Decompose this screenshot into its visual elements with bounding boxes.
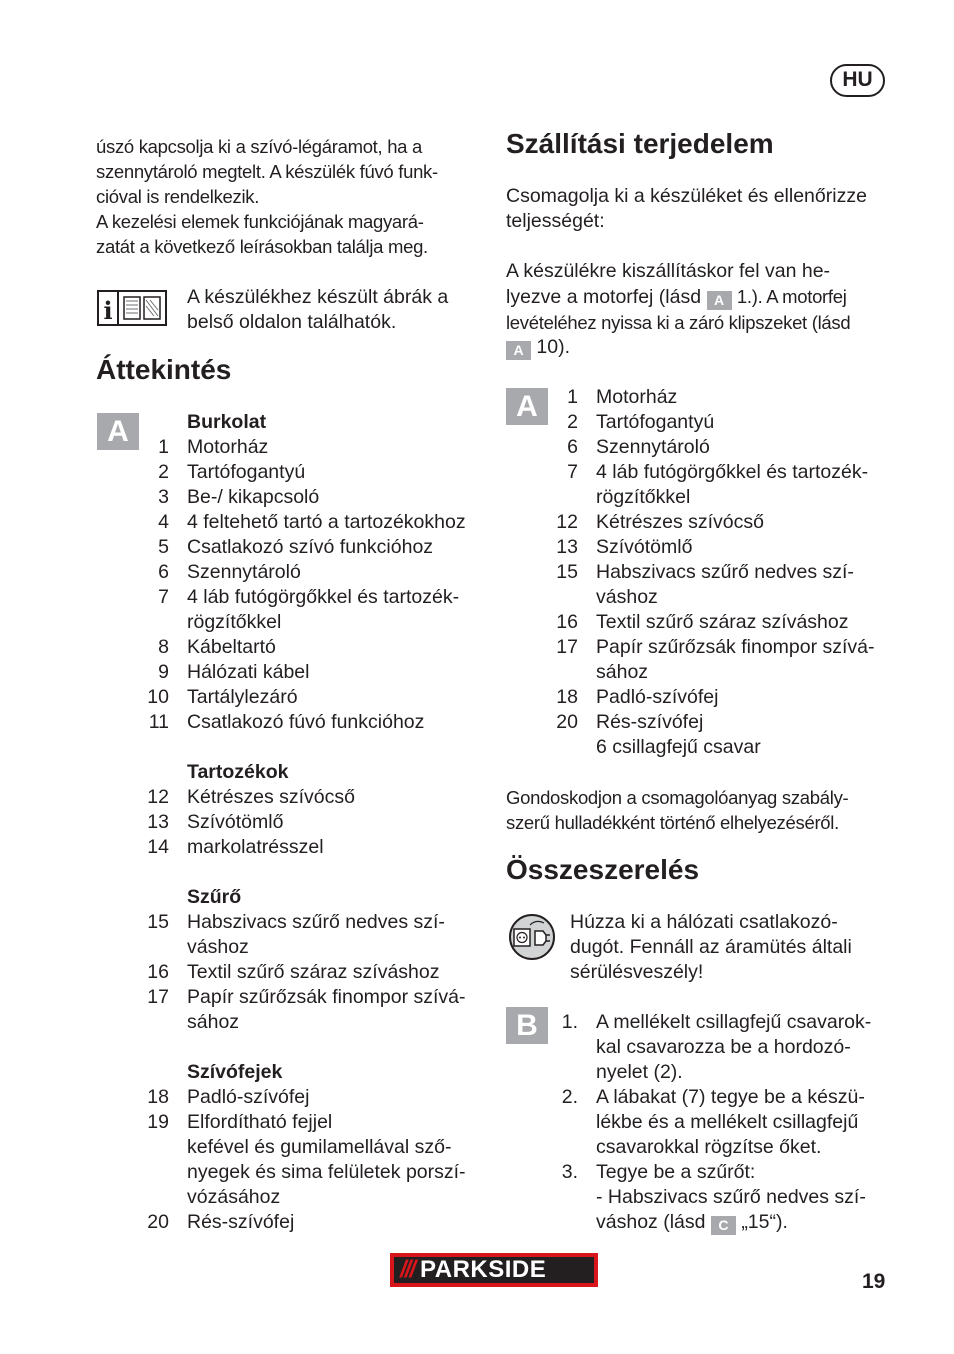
item-number: 4 — [158, 511, 169, 533]
item-text-line: markolatrésszel — [187, 836, 324, 858]
item-text-line: kefével és gumilamellával sző- — [187, 1136, 452, 1158]
item-number: 7 — [567, 461, 578, 483]
assembly-steps — [542, 1010, 902, 1235]
item-number: 17 — [556, 636, 578, 658]
intro-line: A kezelési elemek funkciójának magyará- — [96, 211, 424, 232]
group-title: Burkolat — [187, 411, 267, 433]
figure-a-badge: A — [506, 388, 548, 425]
item-text-line: Papír szűrőzsák finompor szívá- — [596, 636, 875, 658]
figure-b-badge: B — [506, 1007, 548, 1044]
item-text — [596, 1160, 866, 1235]
item-text — [187, 585, 459, 635]
item-text — [187, 510, 466, 535]
overview-item — [133, 985, 493, 1035]
intro-line: zatát a következő leírásokban találja meg. — [96, 236, 428, 257]
scope-item — [542, 710, 902, 760]
item-text-line: Tartófogantyú — [596, 411, 715, 433]
item-text — [187, 685, 298, 710]
figure-a-ref-badge: A — [707, 291, 732, 310]
scope-note-line: A készülékre kiszállításkor fel van he- — [506, 260, 831, 282]
item-number: 1. — [561, 1011, 578, 1033]
item-text-line: Csatlakozó szívó funkcióhoz — [187, 536, 434, 558]
overview-item — [133, 460, 493, 485]
disposal-line: Gondoskodjon a csomagolóanyag szabály- — [506, 787, 849, 808]
item-text-line: 6 csillagfejű csavar — [596, 736, 761, 758]
overview-item — [133, 685, 493, 710]
scope-note-line: levételéhez nyissa ki a záró klipszeket (lásd — [506, 312, 851, 333]
overview-item — [133, 710, 493, 735]
overview-item — [133, 1210, 493, 1235]
item-text — [187, 810, 283, 835]
overview-heading: Áttekintés — [96, 354, 232, 385]
intro-line: cióval is rendelkezik. — [96, 186, 260, 207]
item-text-line: Rés-szívófej — [187, 1211, 295, 1233]
item-text — [596, 385, 677, 410]
item-text-line: kal csavarozza be a hordozó- — [596, 1036, 851, 1058]
item-text-line: csavarokkal rögzítse őket. — [596, 1136, 822, 1158]
item-text — [187, 710, 424, 735]
item-text-line: 4 feltehető tartó a tartozékokhoz — [187, 511, 466, 533]
group-title: Tartozékok — [187, 761, 289, 783]
item-text-line: nyelet (2). — [596, 1061, 683, 1083]
item-text-line: Rés-szívófej — [596, 711, 704, 733]
overview-list — [133, 410, 493, 1235]
item-text-line: Be-/ kikapcsoló — [187, 486, 320, 508]
item-number: 16 — [147, 961, 169, 983]
item-number: 3 — [158, 486, 169, 508]
page-number: 19 — [862, 1270, 886, 1293]
item-number: 18 — [556, 686, 578, 708]
item-number: 1 — [567, 386, 578, 408]
item-text — [187, 660, 309, 685]
item-text-line: Tegye be a szűrőt: — [596, 1161, 756, 1183]
item-text-line: - Habszivacs szűrő nedves szí- — [596, 1186, 866, 1208]
item-text-line: 4 láb futógörgőkkel és tartozék- — [187, 586, 460, 608]
scope-list — [542, 385, 902, 760]
item-text — [187, 485, 319, 510]
item-text — [187, 435, 268, 460]
overview-item — [133, 1110, 493, 1210]
disposal-note — [506, 785, 906, 835]
overview-item — [133, 485, 493, 510]
assembly-heading: Összeszerelés — [506, 854, 700, 885]
item-text — [596, 535, 692, 560]
item-text — [596, 560, 854, 610]
item-text — [187, 1210, 294, 1235]
group-title: Szűrő — [187, 886, 242, 908]
item-text-line: 4 láb futógörgőkkel és tartozék- — [596, 461, 869, 483]
unplug-icon — [508, 913, 556, 961]
item-text — [596, 610, 849, 635]
group-title: Szívófejek — [187, 1061, 283, 1083]
item-number: 20 — [147, 1211, 169, 1233]
item-number: 19 — [147, 1111, 169, 1133]
item-text-line: Tartófogantyú — [187, 461, 306, 483]
item-number: 11 — [148, 711, 169, 733]
overview-item — [133, 560, 493, 585]
unplug-warning-line: Húzza ki a hálózati csatlakozó- — [570, 911, 838, 933]
item-text-line: Papír szűrőzsák finompor szívá- — [187, 986, 466, 1008]
item-number: 3. — [561, 1161, 578, 1183]
scope-item — [542, 435, 902, 460]
overview-item — [133, 435, 493, 460]
figure-a-badge: A — [97, 413, 139, 450]
item-text-line: A lábakat (7) tegye be a készü- — [596, 1086, 865, 1108]
item-number: 2 — [567, 411, 578, 433]
svg-text:i: i — [103, 296, 113, 325]
item-text-line: Kábeltartó — [187, 636, 276, 658]
scope-item — [542, 610, 902, 635]
intro-line: szennytároló megtelt. A készülék fúvó funk- — [96, 161, 438, 182]
item-number: 9 — [158, 661, 169, 683]
item-number: 12 — [147, 786, 169, 808]
scope-item — [542, 685, 902, 710]
item-text — [187, 835, 324, 860]
item-number: 13 — [556, 536, 578, 558]
scope-note-line: lyezve a motorfej (lásd A 1.). A motorfej — [506, 286, 847, 308]
item-text-line: lékbe és a mellékelt csillagfejű — [596, 1111, 859, 1133]
disposal-line: szerű hulladékként történő elhelyezéséről. — [506, 812, 839, 833]
item-number: 8 — [158, 636, 169, 658]
item-number: 6 — [567, 436, 578, 458]
item-text-line: Szennytároló — [187, 561, 301, 583]
item-text-line: váshoz — [187, 936, 249, 958]
language-badge: HU — [830, 64, 885, 97]
scope-item — [542, 385, 902, 410]
item-number: 2 — [158, 461, 169, 483]
overview-item — [133, 910, 493, 960]
item-text-line: Csatlakozó fúvó funkcióhoz — [187, 711, 425, 733]
brand-name: PARKSIDE — [420, 1256, 547, 1283]
scope-item — [542, 535, 902, 560]
item-text — [187, 1110, 466, 1210]
overview-item — [133, 785, 493, 810]
figure-c-ref-badge: C — [711, 1216, 736, 1235]
scope-item — [542, 635, 902, 685]
intro-text — [96, 134, 486, 259]
item-text-line: Textil szűrő száraz szíváshoz — [596, 611, 849, 633]
scope-note-line: A 10). — [506, 335, 906, 360]
item-text — [187, 1085, 309, 1110]
item-text — [187, 960, 440, 985]
scope-item — [542, 460, 902, 510]
item-number: 6 — [158, 561, 169, 583]
item-text — [187, 635, 276, 660]
item-text-line: Motorház — [187, 436, 269, 458]
item-number: 20 — [556, 711, 578, 733]
overview-item — [133, 835, 493, 860]
scope-heading: Szállítási terjedelem — [506, 128, 774, 159]
scope-item — [542, 560, 902, 610]
unplug-warning — [570, 910, 900, 985]
item-text — [596, 510, 764, 535]
item-number: 13 — [147, 811, 169, 833]
item-text-line: Motorház — [596, 386, 678, 408]
item-text — [596, 1010, 871, 1085]
info-note-line: A készülékhez készült ábrák a — [187, 286, 449, 308]
overview-item — [133, 510, 493, 535]
overview-item — [133, 660, 493, 685]
assembly-step — [542, 1085, 902, 1160]
overview-item — [133, 535, 493, 560]
item-text-line: rögzítőkkel — [187, 611, 282, 633]
item-text — [187, 535, 433, 560]
scope-intro-line: Csomagolja ki a készüléket és ellenőrizze — [506, 185, 867, 207]
overview-item — [133, 635, 493, 660]
item-text — [187, 985, 466, 1035]
info-manual-icon — [96, 288, 172, 328]
scope-note — [506, 259, 906, 360]
item-number: 15 — [556, 561, 578, 583]
item-text — [596, 410, 714, 435]
unplug-warning-line: dugót. Fennáll az áramütés általi — [570, 936, 852, 958]
item-number: 2. — [561, 1086, 578, 1108]
item-text — [187, 910, 445, 960]
overview-item — [133, 960, 493, 985]
item-number: 12 — [556, 511, 578, 533]
intro-line: úszó kapcsolja ki a szívó-légáramot, ha a — [96, 136, 423, 157]
item-text — [596, 710, 761, 760]
item-number: 7 — [158, 586, 169, 608]
item-text-line: Szennytároló — [596, 436, 710, 458]
item-text-line: Textil szűrő száraz szíváshoz — [187, 961, 440, 983]
item-text-line: rögzítőkkel — [596, 486, 691, 508]
assembly-step — [542, 1010, 902, 1085]
item-text — [596, 1085, 865, 1160]
scope-item — [542, 410, 902, 435]
item-text — [187, 785, 355, 810]
item-text-line: sához — [596, 661, 649, 683]
item-text-line: nyegek és sima felületek porszí- — [187, 1161, 466, 1183]
item-text-line: Tartálylezáró — [187, 686, 298, 708]
item-number: 1 — [158, 436, 169, 458]
item-text-line: sához — [187, 1011, 240, 1033]
item-text-line: Hálózati kábel — [187, 661, 310, 683]
item-text-line: Padló-szívófej — [187, 1086, 310, 1108]
item-text — [187, 460, 305, 485]
item-text — [187, 560, 301, 585]
item-number: 18 — [147, 1086, 169, 1108]
item-text — [596, 635, 875, 685]
item-number: 5 — [158, 536, 169, 558]
assembly-step — [542, 1160, 902, 1235]
item-text — [596, 435, 710, 460]
item-number: 15 — [147, 911, 169, 933]
item-text-line: Habszivacs szűrő nedves szí- — [187, 911, 445, 933]
item-number: 14 — [147, 836, 169, 858]
item-text-line: Padló-szívófej — [596, 686, 719, 708]
item-text-line: Szívótömlő — [596, 536, 693, 558]
scope-intro-line: teljességét: — [506, 210, 605, 232]
scope-item — [542, 510, 902, 535]
item-text-line: váshoz (lásd C „15“). — [596, 1211, 788, 1233]
figure-a-ref-badge: A — [506, 341, 531, 360]
item-number: 17 — [147, 986, 169, 1008]
item-number: 16 — [556, 611, 578, 633]
info-note — [187, 285, 487, 335]
scope-intro — [506, 184, 906, 234]
overview-item — [133, 1085, 493, 1110]
item-text-line: Szívótömlő — [187, 811, 284, 833]
overview-item — [133, 810, 493, 835]
item-text-line: Kétrészes szívócső — [596, 511, 764, 533]
item-text-line: Kétrészes szívócső — [187, 786, 355, 808]
overview-item — [133, 585, 493, 635]
item-text-line: vózásához — [187, 1186, 281, 1208]
item-text-line: Elfordítható fejjel — [187, 1111, 333, 1133]
item-number: 10 — [147, 686, 169, 708]
parkside-logo: /// PARKSIDE — [390, 1253, 598, 1287]
unplug-warning-line: sérülésveszély! — [570, 961, 704, 983]
item-text-line: A mellékelt csillagfejű csavarok- — [596, 1011, 872, 1033]
info-note-line: belső oldalon találhatók. — [187, 311, 397, 333]
item-text — [596, 460, 868, 510]
item-text-line: váshoz — [596, 586, 658, 608]
item-text — [596, 685, 718, 710]
item-text-line: Habszivacs szűrő nedves szí- — [596, 561, 854, 583]
